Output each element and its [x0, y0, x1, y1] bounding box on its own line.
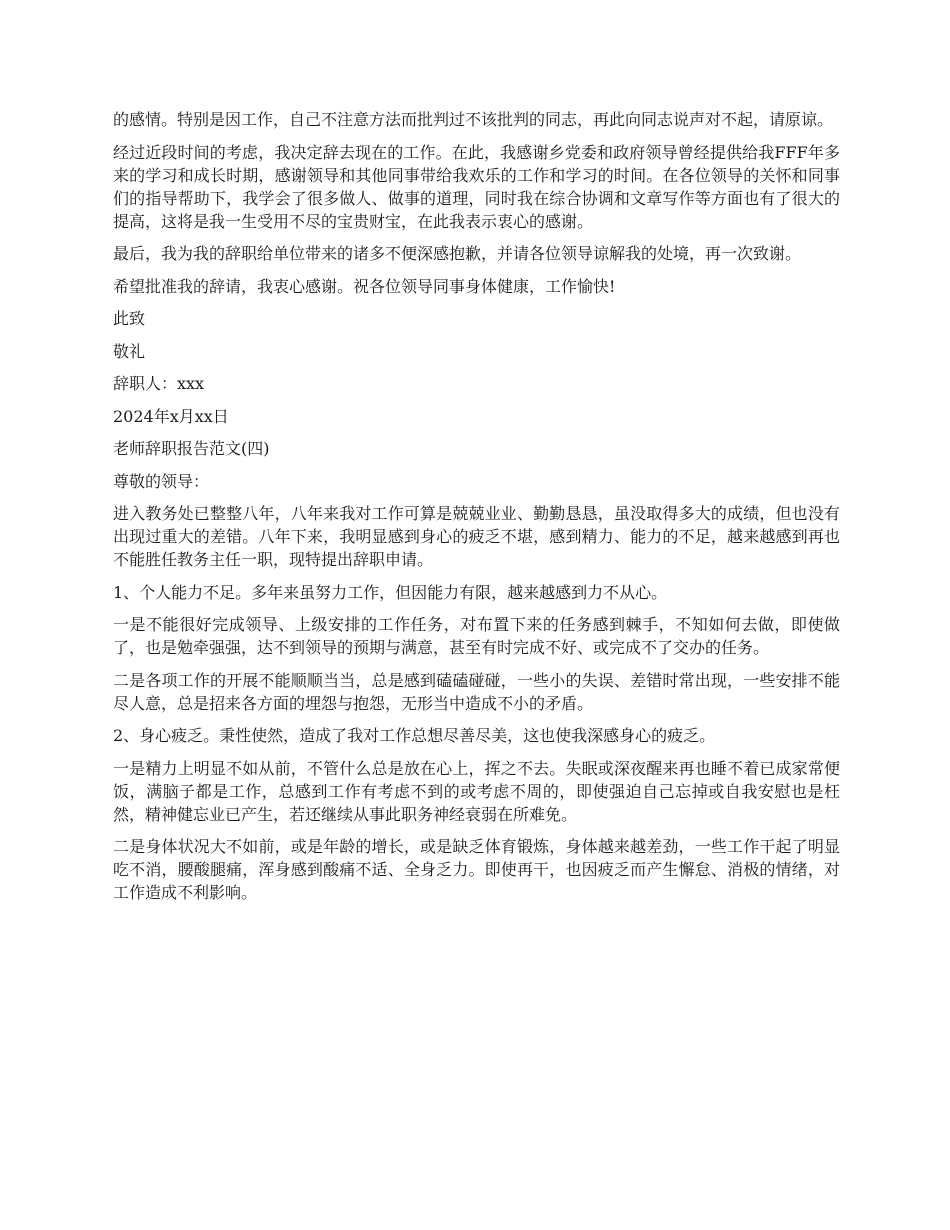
paragraph-regret: 最后，我为我的辞职给单位带来的诸多不便深感抱歉，并请各位领导谅解我的处境，再一次致谢。	[113, 244, 802, 263]
section-title: 老师辞职报告范文(四)	[113, 439, 270, 458]
signature: 辞职人：xxx	[113, 374, 205, 393]
closing-salutation: 此致	[113, 309, 146, 328]
point-1-detail-a: 一是不能很好完成领导、上级安排的工作任务，对布置下来的任务感到棘手，不知如何去做，即使做了，也是勉牵强强，达不到领导的预期与满意，甚至有时完成不好、或完成不了交办的任务。	[113, 615, 840, 657]
paragraph-apology: 的感情。特别是因工作，自己不注意方法而批判过不该批判的同志，再此向同志说声对不起，请原谅。	[113, 110, 834, 129]
point-1-detail-b: 二是各项工作的开展不能顺顺当当，总是感到磕磕碰碰，一些小的失误、差错时常出现，一些安排不能尽人意，总是招来各方面的埋怨与抱怨，无形当中造成不小的矛盾。	[113, 670, 840, 713]
closing-respect: 敬礼	[113, 341, 146, 361]
point-1-heading: 1、个人能力不足。多年来虽努力工作，但因能力有限，越来越感到力不从心。	[113, 582, 668, 602]
paragraph-wishes: 希望批准我的辞请，我衷心感谢。祝各位领导同事身体健康，工作愉快!	[113, 276, 616, 296]
paragraph-intro: 进入教务处已整整八年，八年来我对工作可算是兢兢业业、勤勤恳恳，虽没取得多大的成绩，但也没有出现过重大的差错。八年下来，我明显感到身心的疲乏不堪，感到精力、能力的不足，越来越感到再也不能胜任教务主任一职，现特提出辞职申请。	[113, 504, 840, 569]
greeting: 尊敬的领导：	[113, 471, 210, 491]
date: 2024年x月xx日	[113, 406, 229, 426]
point-2-detail-b: 二是身体状况大不如前，或是年龄的增长，或是缺乏体育锻炼，身体越来越差劲，一些工作干起了明显吃不消，腰酸腿痛，浑身感到酸痛不适、全身乏力。即使再干，也因疲乏而产生懈怠、消极的情绪，对工作造成不利影响。	[113, 837, 840, 902]
paragraph-gratitude: 经过近段时间的考虑，我决定辞去现在的工作。在此，我感谢乡党委和政府领导曾经提供给我FFF年多来的学习和成长时期，感谢领导和其他同事带给我欢乐的工作和学习的时间。在各位领导的关怀和同事们的指导帮助下，我学会了很多做人、做事的道理，同时我在综合协调和文章写作等方面也有了很大的提高，这将是我一生受用不尽的宝贵财宝，在此我表示衷心的感谢。	[113, 142, 840, 231]
point-2-heading: 2、身心疲乏。秉性使然，造成了我对工作总想尽善尽美，这也使我深感身心的疲乏。	[113, 726, 716, 745]
point-2-detail-a: 一是精力上明显不如从前，不管什么总是放在心上，挥之不去。失眠或深夜醒来再也睡不着已成家常便饭，满脑子都是工作，总感到工作有考虑不到的或考虑不周的，即使强迫自己忘掉或自我安慰也是枉然，精神健忘业已产生，若还继续从事此职务神经衰弱在所难免。	[113, 758, 840, 824]
document-page	[113, 108, 840, 914]
